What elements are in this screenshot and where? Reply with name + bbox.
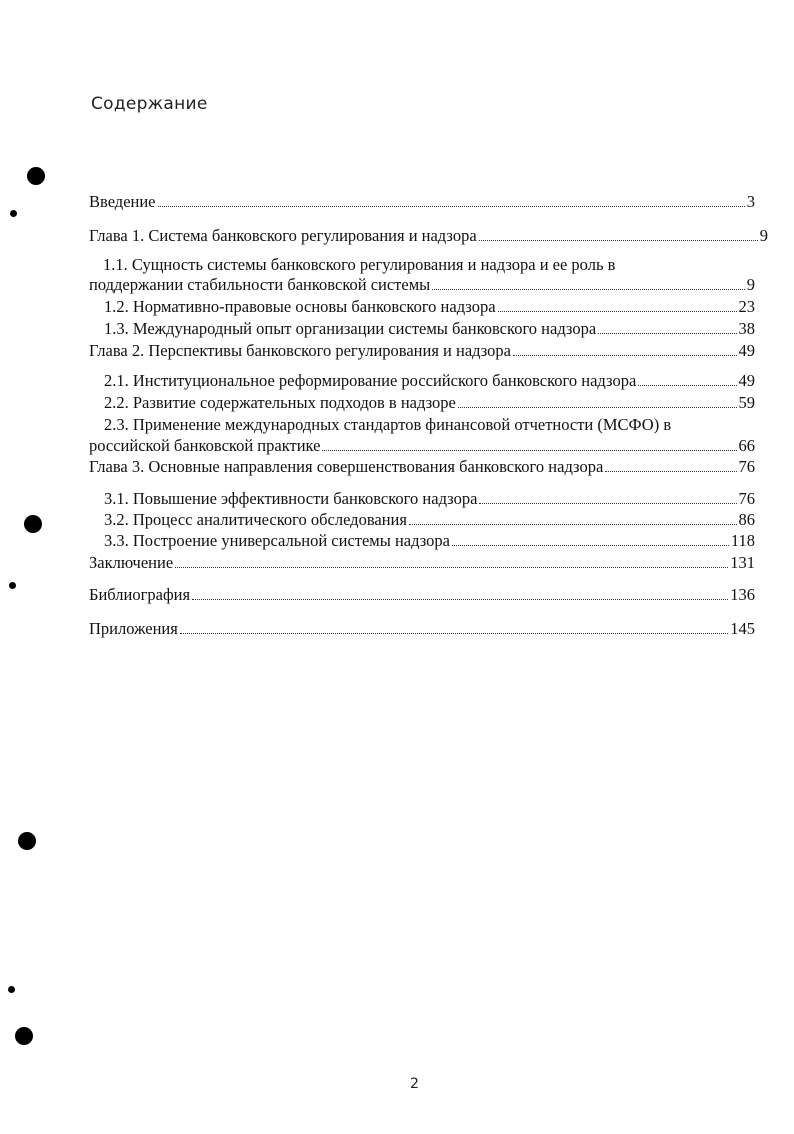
toc-page: 66: [738, 436, 755, 455]
toc-page: 38: [738, 319, 755, 338]
toc-page: 131: [730, 553, 755, 572]
page-number: 2: [410, 1076, 419, 1092]
toc-label: 3.3. Построение универсальной системы надзора: [104, 531, 450, 550]
toc-label: 2.1. Институциональное реформирование российского банковского надзора: [104, 371, 637, 390]
toc-page: 76: [738, 489, 755, 508]
toc-entry-3-2: [104, 510, 755, 530]
toc-page: 9: [759, 226, 768, 245]
punch-hole-small: [10, 210, 17, 217]
toc-entry-1-1-line1: 1.1. Сущность системы банковского регулирования и надзора и ее роль в: [103, 255, 616, 274]
toc-label: Заключение: [89, 553, 174, 572]
toc-entry-1-3: [104, 319, 755, 339]
toc-label: 1.3. Международный опыт организации системы банковского надзора: [104, 319, 597, 338]
punch-hole-small: [9, 582, 16, 589]
toc-page: 118: [730, 531, 755, 550]
toc-page: 145: [730, 619, 755, 638]
punch-hole: [18, 832, 36, 850]
toc-label: Введение: [89, 192, 156, 211]
toc-page: 136: [730, 585, 755, 604]
toc-page: 49: [738, 341, 755, 360]
toc-label: Приложения: [89, 619, 178, 638]
toc-label: российской банковской практике: [89, 436, 321, 455]
toc-label: 2.2. Развитие содержательных подходов в надзоре: [104, 393, 456, 412]
toc-label: поддержании стабильности банковской системы: [89, 275, 431, 294]
toc-label: Глава 3. Основные направления совершенствования банковского надзора: [89, 457, 604, 476]
toc-entry-chapter-2: [89, 341, 755, 361]
toc-page: 86: [738, 510, 755, 529]
toc-page: 23: [738, 297, 755, 316]
toc-entry-3-3: [104, 531, 755, 551]
toc-leader: [605, 457, 736, 472]
toc-leader: [192, 585, 728, 600]
toc-leader: [409, 510, 737, 525]
punch-hole-small: [8, 986, 15, 993]
toc-leader: [479, 226, 758, 241]
toc-label: Глава 2. Перспективы банковского регулирования и надзора: [89, 341, 511, 360]
toc-entry-intro: [89, 192, 755, 212]
toc-entry-chapter-3: [89, 457, 755, 477]
toc-page: 9: [746, 275, 755, 294]
punch-hole: [15, 1027, 33, 1045]
toc-entry-2-2: [104, 393, 755, 413]
toc-leader: [158, 192, 745, 207]
page-title: Содержание: [91, 94, 208, 114]
toc-leader: [638, 371, 736, 386]
toc-leader: [452, 531, 729, 546]
toc-leader: [479, 489, 736, 504]
toc-page: 3: [746, 192, 755, 211]
toc-leader: [175, 553, 728, 568]
toc-entry-bibliography: [89, 585, 755, 605]
toc-entry-2-3-line1: 2.3. Применение международных стандартов финансовой отчетности (МСФО) в: [104, 415, 672, 434]
toc-page: 76: [738, 457, 755, 476]
toc-page: 59: [738, 393, 755, 412]
toc-leader: [432, 275, 745, 290]
toc-page: 49: [738, 371, 755, 390]
toc-label: 3.1. Повышение эффективности банковского надзора: [104, 489, 478, 508]
toc-entry-2-1: [104, 371, 755, 391]
toc-entry-1-2: [104, 297, 755, 317]
toc-entry-1-1: [89, 275, 755, 295]
toc-entry-chapter-1: [89, 226, 768, 246]
toc-label: 3.2. Процесс аналитического обследования: [104, 510, 407, 529]
toc-label: Глава 1. Система банковского регулирования и надзора: [89, 226, 477, 245]
toc-entry-2-3: [89, 436, 755, 456]
toc-leader: [598, 319, 736, 334]
toc-label: 1.2. Нормативно-правовые основы банковского надзора: [104, 297, 496, 316]
toc-entry-3-1: [104, 489, 755, 509]
toc-entry-appendix: [89, 619, 755, 639]
punch-hole: [27, 167, 45, 185]
toc-label: Библиография: [89, 585, 191, 604]
toc-leader: [180, 619, 728, 634]
toc-leader: [458, 393, 737, 408]
toc-entry-conclusion: [89, 553, 755, 573]
punch-hole: [24, 515, 42, 533]
toc-leader: [513, 341, 737, 356]
toc-leader: [498, 297, 737, 312]
toc-leader: [322, 436, 736, 451]
